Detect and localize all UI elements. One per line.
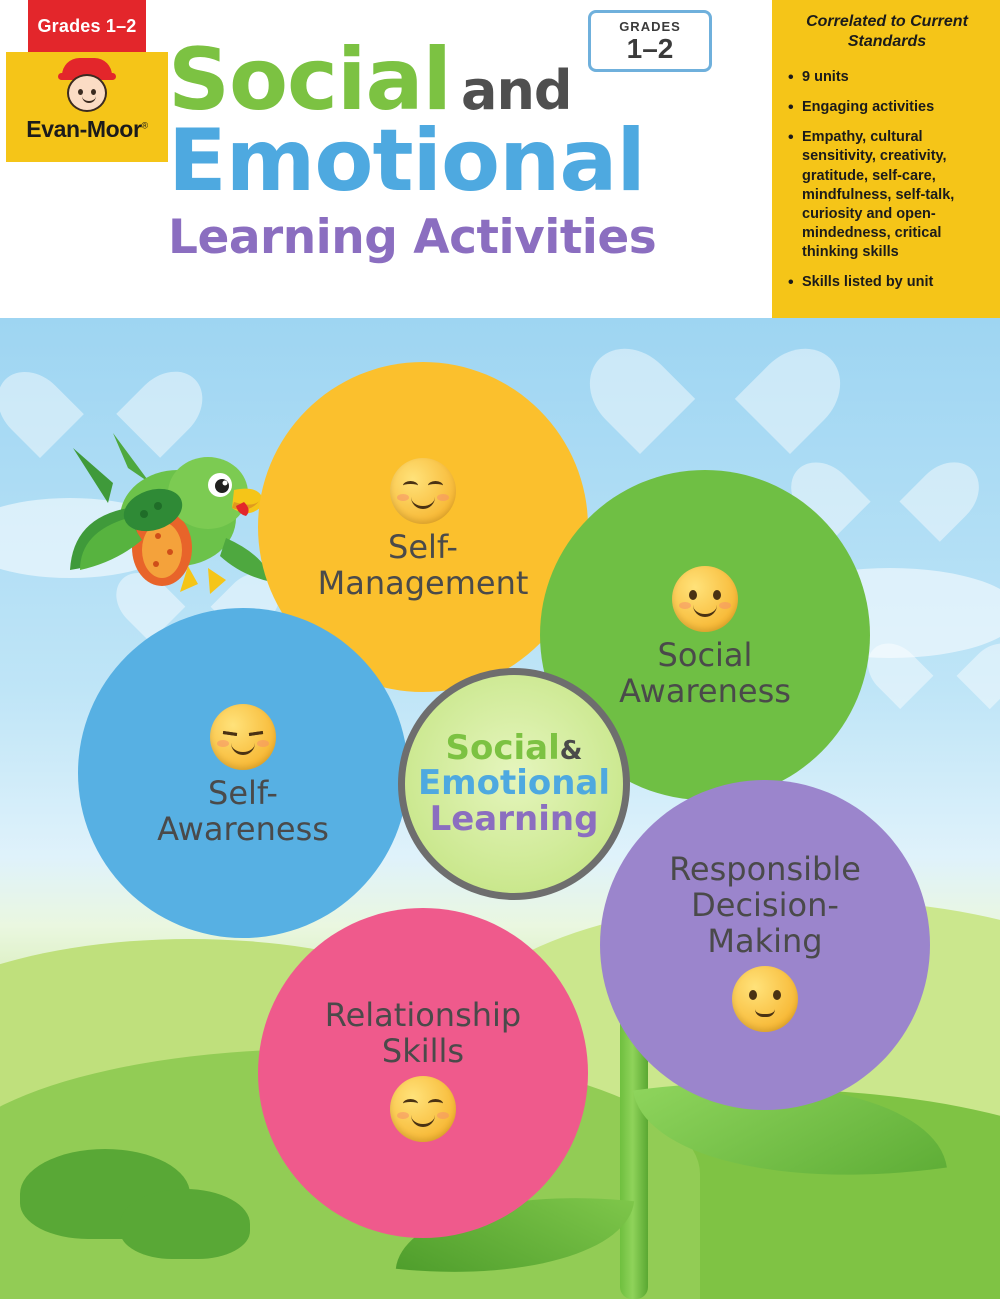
petal-label: Relationship Skills	[324, 996, 522, 1070]
heart-cloud-icon	[830, 468, 940, 560]
petal-label: Social Awareness	[619, 636, 791, 710]
title-word-social: Social	[168, 30, 451, 130]
smiling-face-icon	[672, 566, 738, 632]
heart-cloud-icon	[640, 358, 790, 478]
flower-center[interactable]	[398, 668, 630, 900]
logo-wordmark	[26, 116, 147, 143]
logo-name: Evan-Moor	[26, 116, 142, 142]
title-subtitle: Learning Activities	[168, 209, 657, 265]
title-line-2: Emotional	[168, 110, 645, 211]
grades-badge-value: 1–2	[626, 32, 674, 64]
list-item: • Empathy, cultural sensitivity, creativity, gratitude, self-care, mindfulness, self-talk, curiosity and open-mindedness, critical thinking skills	[788, 128, 986, 262]
bush	[120, 1189, 250, 1259]
publisher-logo	[6, 52, 168, 162]
cover-header	[0, 0, 1000, 318]
cover-illustration	[0, 318, 1000, 1299]
neutral-smiling-face-icon	[732, 966, 798, 1032]
petal-relationship-skills[interactable]	[258, 908, 588, 1238]
callout-heading: Correlated to Current Standards	[806, 13, 968, 50]
logo-mascot-icon	[58, 58, 116, 114]
petal-label: Responsible Decision- Making	[669, 850, 861, 960]
blushing-smiling-face-icon	[390, 1076, 456, 1142]
standards-callout	[772, 0, 1000, 318]
center-line-3: Learning	[429, 798, 599, 839]
center-line-2: Emotional	[417, 763, 611, 804]
list-item: • Skills listed by unit	[788, 273, 986, 292]
petal-label: Self- Management	[317, 528, 529, 602]
center-ampersand: &	[559, 735, 583, 766]
smiling-closed-eyes-face-icon	[390, 458, 456, 524]
logo-trademark: ®	[141, 120, 148, 131]
petal-self-awareness[interactable]	[78, 608, 408, 938]
heart-cloud-icon	[900, 648, 990, 724]
callout-bullet-list	[788, 68, 986, 292]
parrot-mascot-icon	[58, 428, 288, 628]
title-word-and: and	[461, 59, 572, 122]
grades-badge	[588, 10, 712, 72]
center-line-1	[445, 727, 583, 768]
center-word-social: Social	[445, 727, 560, 768]
petal-label: Self- Awareness	[157, 774, 329, 848]
grades-badge-label: GRADES	[619, 18, 681, 34]
list-item: • Engaging activities	[788, 98, 986, 117]
cover-title	[168, 30, 728, 265]
grades-tab: Grades 1–2	[28, 0, 146, 52]
petal-responsible-decision-making[interactable]	[600, 780, 930, 1110]
list-item: • 9 units	[788, 68, 986, 87]
relieved-face-icon	[210, 704, 276, 770]
